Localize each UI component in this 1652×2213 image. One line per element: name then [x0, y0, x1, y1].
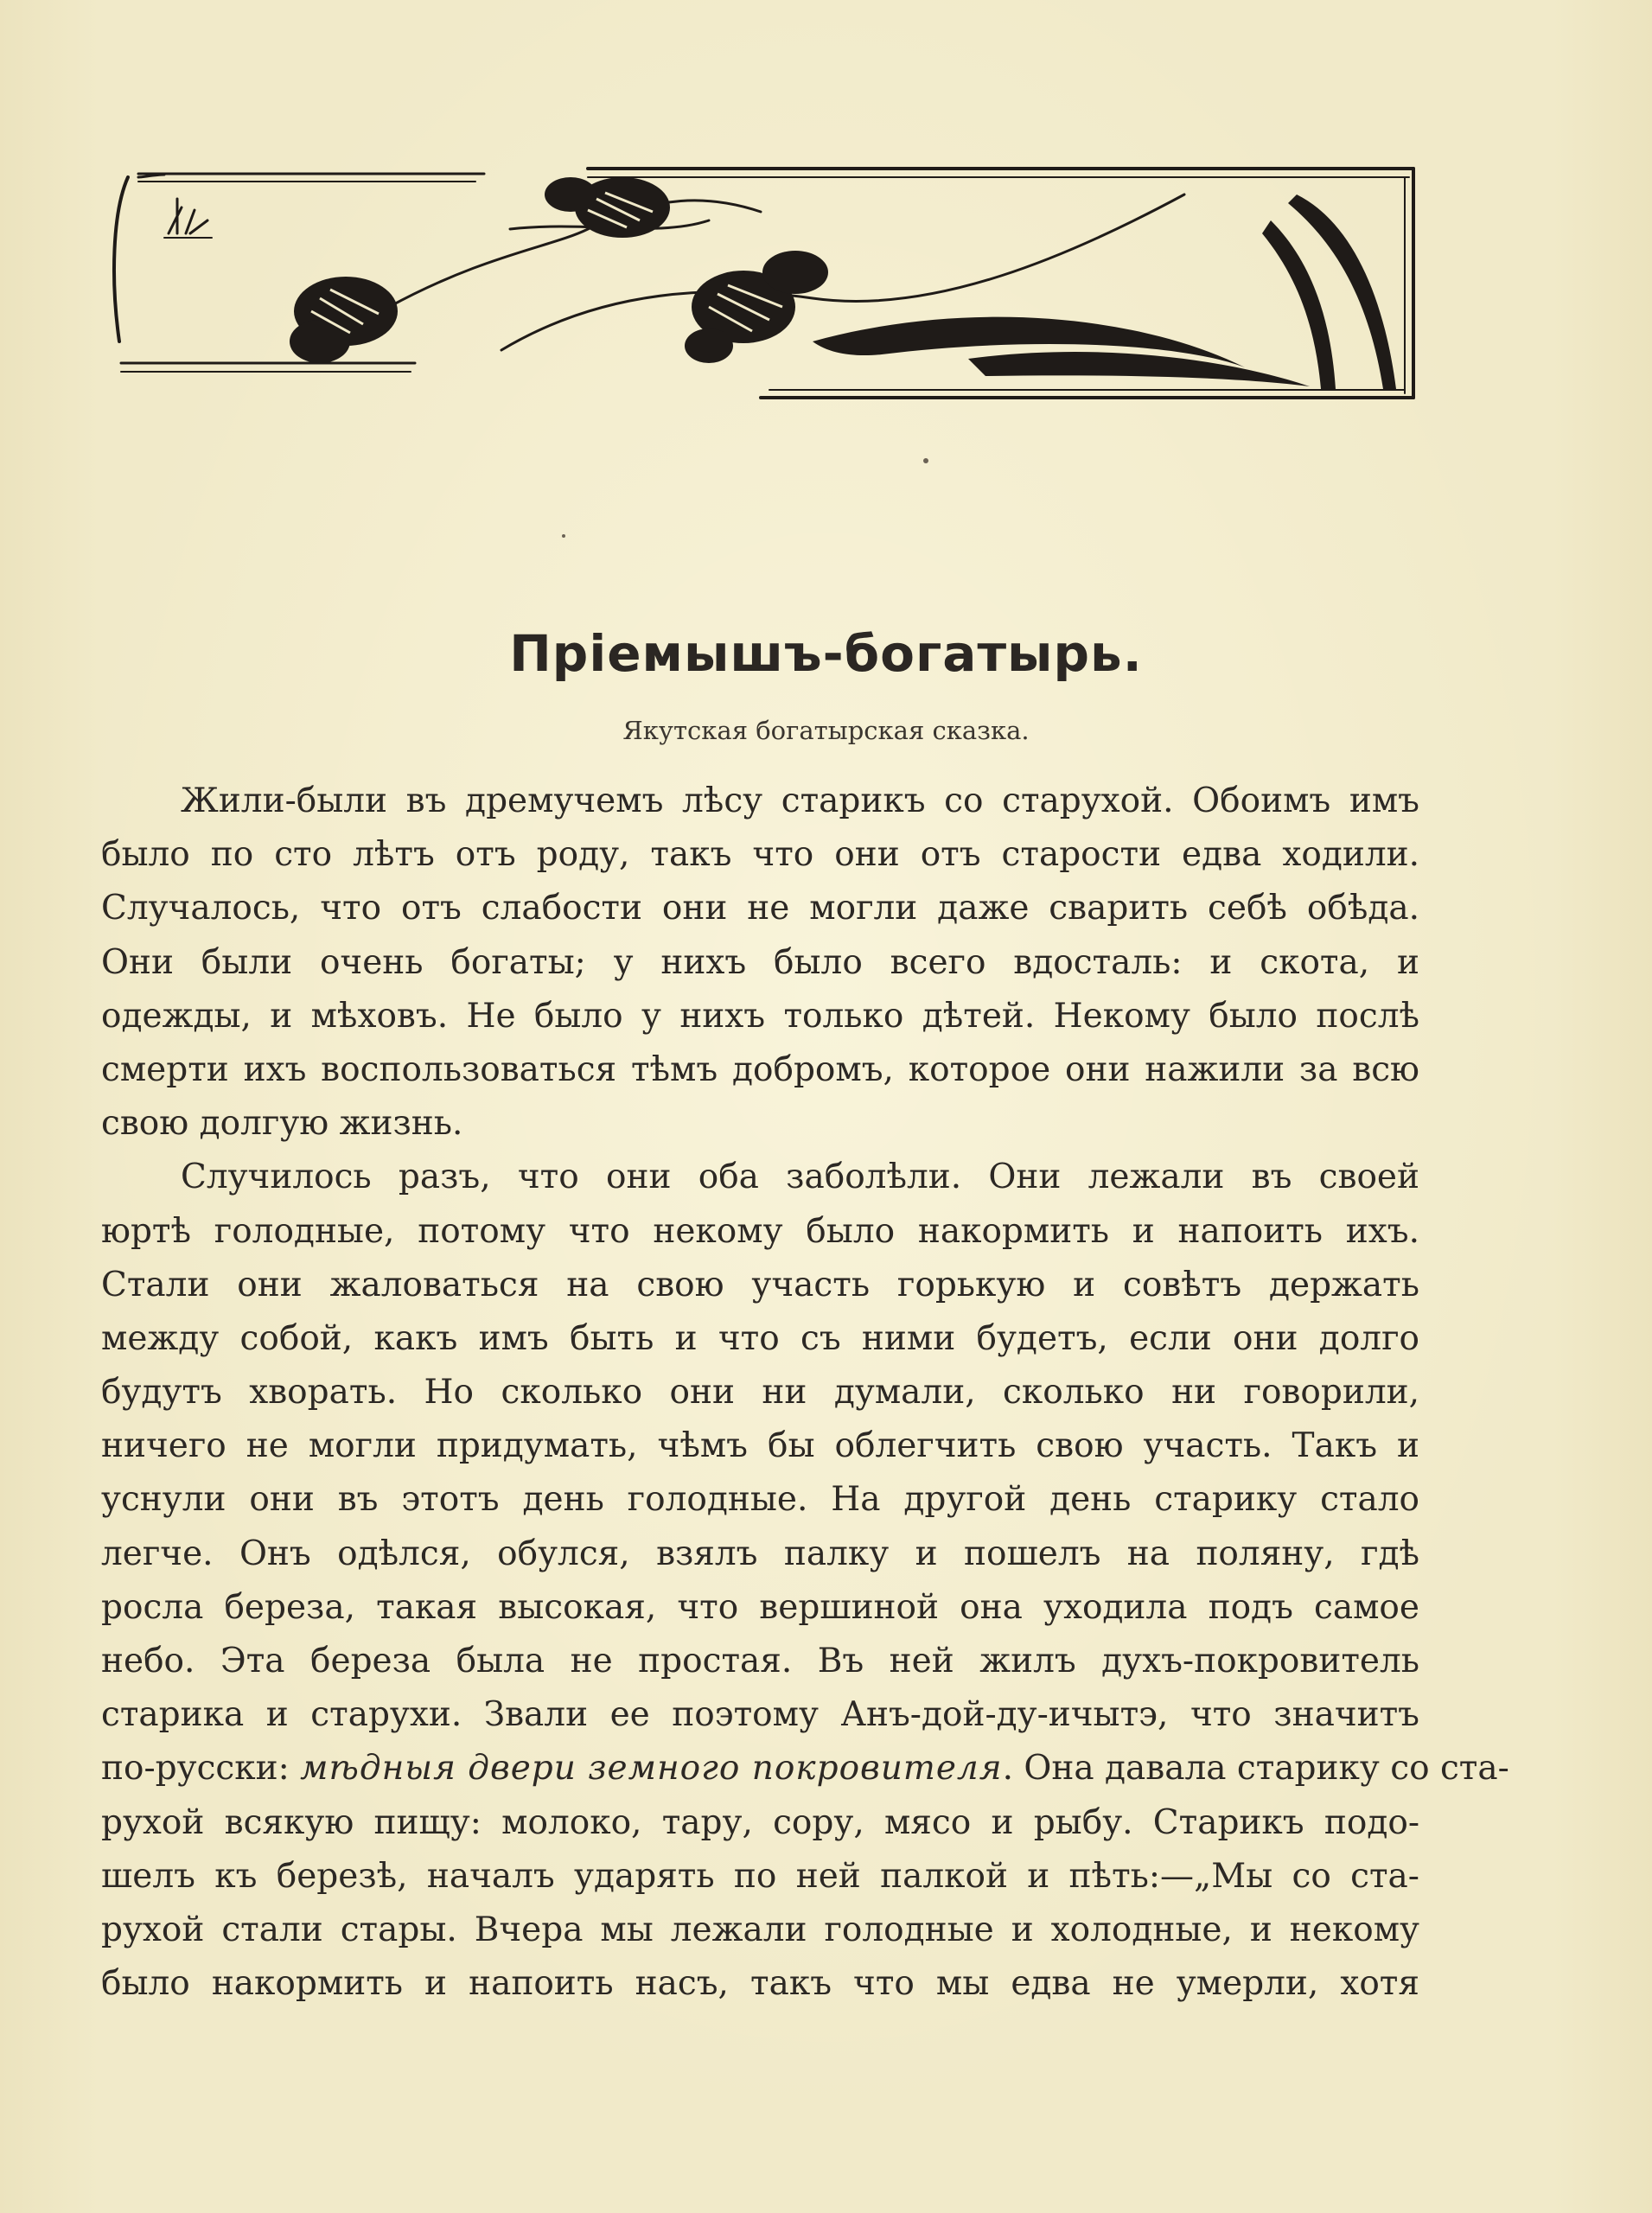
text-line: одежды, и мѣховъ. Не было у нихъ только дѣтей. Некому было послѣ [101, 996, 1419, 1036]
text-line: будутъ хворать. Но сколько они ни думали, сколько ни говорили, [101, 1373, 1419, 1413]
text-line: легче. Онъ одѣлся, обулся, взялъ палку и пошелъ на поляну, гдѣ [101, 1534, 1419, 1573]
text-line: юртѣ голодные, потому что некому было накормить и напоить ихъ. [101, 1211, 1419, 1251]
paper-speck [562, 534, 565, 538]
text-line: Жили-были въ дремучемъ лѣсу старикъ со старухой. Обоимъ имъ [181, 781, 1419, 820]
page-title: Пріемышъ-богатырь. [509, 624, 1143, 683]
text-line: Стали они жаловаться на свою участь горькую и совѣтъ держать [101, 1265, 1419, 1304]
text-segment: . Она давала старику со ста- [1002, 1749, 1509, 1789]
paper-speck [923, 458, 928, 463]
iris-ornament-icon [104, 160, 1418, 406]
text-line: смерти ихъ воспользоваться тѣмъ добромъ, которое они нажили за всю [101, 1049, 1419, 1089]
body-text [101, 775, 1509, 2011]
text-line: росла береза, такая высокая, что вершиной она уходила подъ самое [101, 1587, 1419, 1627]
text-line: небо. Эта береза была не простая. Въ ней жилъ духъ-покровитель [101, 1642, 1419, 1680]
text-line: рухой стали стары. Вчера мы лежали голодные и холодные, и некому [101, 1910, 1419, 1949]
italic-phrase: мѣдныя двери земного покровителя [300, 1749, 1003, 1789]
text-line: шелъ къ березѣ, началъ ударять по ней палкой и пѣть:—„Мы со ста- [101, 1856, 1419, 1896]
text-segment: по-русски: [101, 1749, 301, 1789]
text-line: Случилось разъ, что они оба заболѣли. Они лежали въ своей [181, 1158, 1419, 1197]
text-line: уснули они въ этотъ день голодные. На другой день старику стало [101, 1480, 1419, 1520]
text-line: свою долгую жизнь. [101, 1104, 463, 1144]
text-line: было накормить и напоить насъ, такъ что мы едва не умерли, хотя [101, 1964, 1419, 2004]
page-subtitle: Якутская богатырская сказка. [622, 716, 1030, 745]
text-line: между собой, какъ имъ быть и что съ ними будетъ, если они долго [101, 1318, 1419, 1358]
text-line: было по сто лѣтъ отъ роду, такъ что они отъ старости едва ходили. [101, 835, 1419, 875]
text-line: старика и старухи. Звали ее поэтому Анъ-дой-ду-ичытэ, что значитъ [101, 1695, 1419, 1735]
text-line: ничего не могли придумать, чѣмъ бы облегчить свою участь. Такъ и [101, 1426, 1419, 1466]
text-line: рухой всякую пищу: молоко, тару, сору, мясо и рыбу. Старикъ подо- [101, 1802, 1419, 1842]
text-line-mixed [101, 1742, 1509, 1795]
text-line: Случалось, что отъ слабости они не могли даже сварить себѣ обѣда. [101, 889, 1419, 928]
decorative-headpiece [104, 160, 1418, 406]
text-line: Они были очень богаты; у нихъ было всего вдосталь: и скота, и [101, 942, 1419, 982]
